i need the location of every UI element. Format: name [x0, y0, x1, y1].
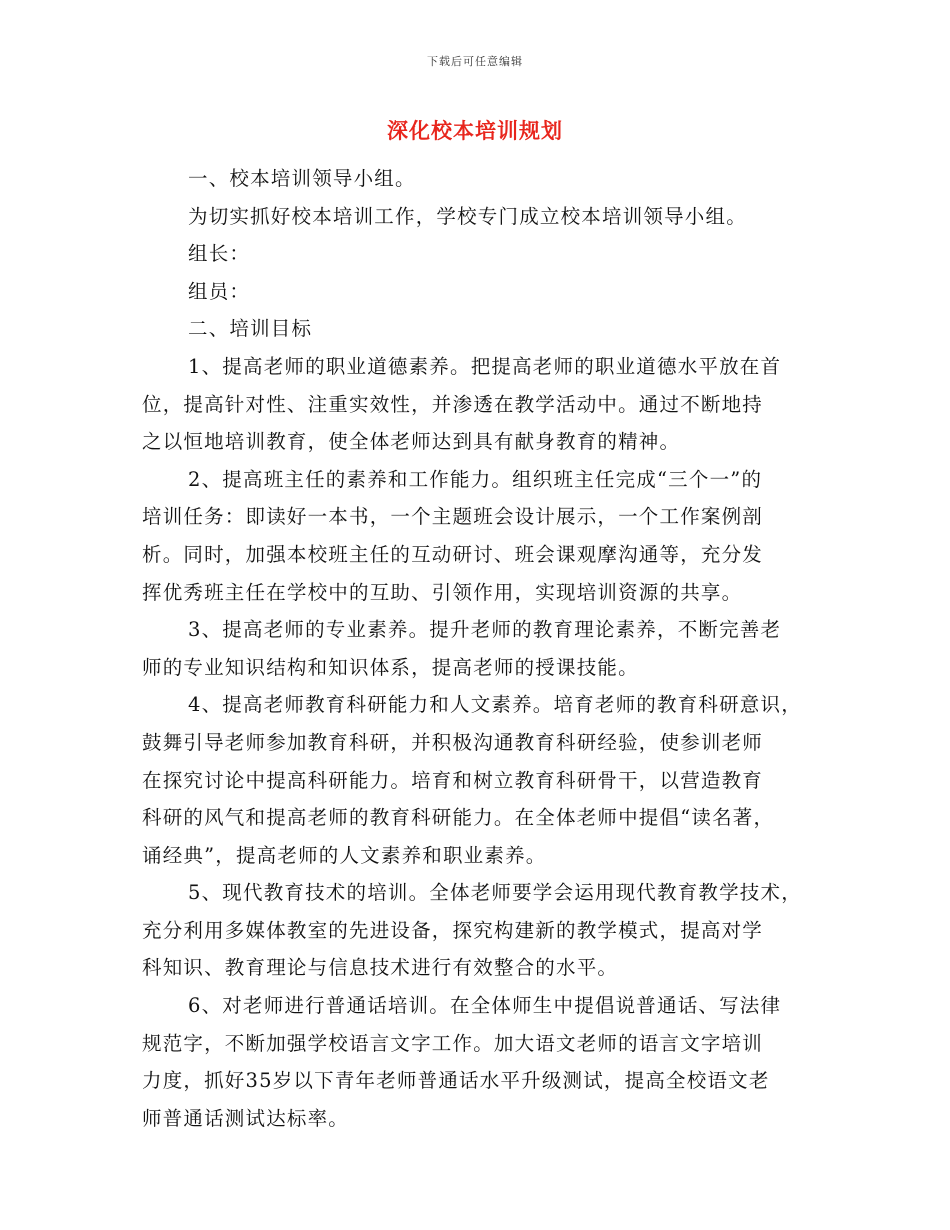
- text-line: 一、校本培训领导小组。: [188, 167, 416, 190]
- text-line: 充分利用多媒体教室的先进设备，探究构建新的教学模式，提高对学: [142, 918, 764, 942]
- text-line: 组员：: [188, 279, 251, 303]
- text-line: 组长：: [188, 242, 251, 266]
- text-line: 鼓舞引导老师参加教育科研，并积极沟通教育科研经验，使参训老师: [142, 730, 764, 754]
- text-line: 力度，抓好35岁以下青年老师普通话水平升级测试，提高全校语文老: [142, 1069, 770, 1093]
- document-body: [142, 160, 842, 1137]
- text-line: 5、现代教育技术的培训。全体老师要学会运用现代教育教学技术，: [188, 881, 802, 905]
- text-line: 二、培训目标: [188, 317, 313, 341]
- text-line: 师普通话测试达标率。: [142, 1106, 350, 1130]
- text-line: 诵经典”，提高老师的人文素养和职业素养。: [142, 843, 547, 867]
- text-line: 之以恒地培训教育，使全体老师达到具有献身教育的精神。: [142, 430, 681, 454]
- text-line: 位，提高针对性、注重实效性，并渗透在教学活动中。通过不断地持: [142, 392, 764, 416]
- text-line: 1、提高老师的职业道德素养。把提高老师的职业道德水平放在首: [188, 354, 782, 378]
- text-line: 析。同时，加强本校班主任的互动研讨、班会课观摩沟通等，充分发: [142, 542, 764, 566]
- text-line: 6、对老师进行普通话培训。在全体师生中提倡说普通话、写法律: [188, 994, 782, 1018]
- text-line: 4、提高老师教育科研能力和人文素养。培育老师的教育科研意识，: [188, 693, 802, 717]
- text-line: 在探究讨论中提高科研能力。培育和树立教育科研骨干，以营造教育: [142, 768, 764, 792]
- text-line: 科研的风气和提高老师的教育科研能力。在全体老师中提倡“读名著，: [142, 806, 775, 830]
- text-line: 科知识、教育理论与信息技术进行有效整合的水平。: [142, 956, 619, 980]
- text-line: 规范字，不断加强学校语言文字工作。加大语文老师的语言文字培训: [142, 1031, 764, 1055]
- text-line: 培训任务：即读好一本书，一个主题班会设计展示，一个工作案例剖: [142, 505, 764, 529]
- text-line: 3、提高老师的专业素养。提升老师的教育理论素养，不断完善老: [188, 618, 782, 642]
- text-line: 为切实抓好校本培训工作，学校专门成立校本培训领导小组。: [188, 204, 747, 228]
- document-title: 深化校本培训规划: [387, 118, 563, 143]
- text-line: 师的专业知识结构和知识体系，提高老师的授课技能。: [142, 655, 639, 679]
- text-line: 挥优秀班主任在学校中的互助、引领作用，实现培训资源的共享。: [142, 580, 743, 604]
- text-line: 2、提高班主任的素养和工作能力。组织班主任完成“三个一”的: [188, 467, 763, 491]
- page-header: 下载后可任意编辑: [427, 55, 523, 68]
